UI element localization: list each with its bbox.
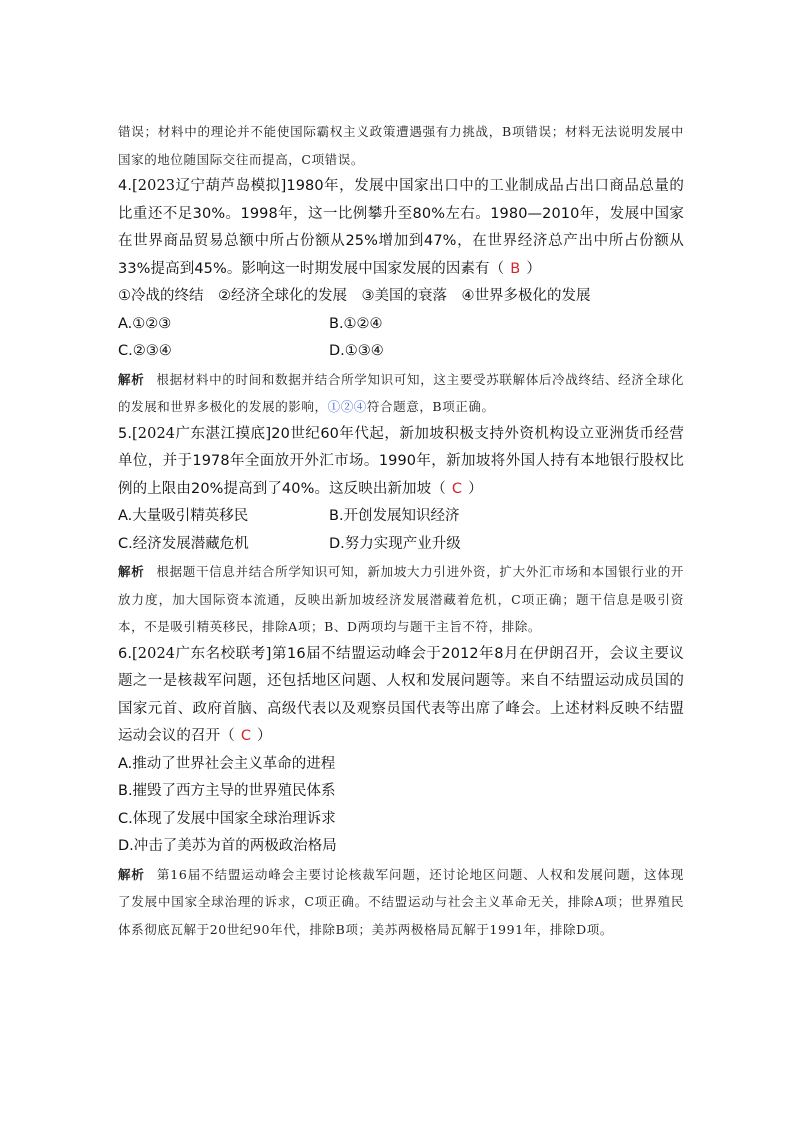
question-6-close-paren: ） [257, 728, 272, 744]
question-4-option-c: C.②③④ [118, 343, 172, 359]
page-content [118, 118, 684, 943]
question-5-number: 5. [118, 425, 133, 442]
question-5-options-row-2 [118, 531, 684, 559]
question-4-source: [2023辽宁葫芦岛模拟] [132, 178, 287, 194]
question-6-option-b: B.摧毁了西方主导的世界殖民体系 [118, 783, 336, 799]
question-6 [118, 641, 684, 944]
question-5-stem: 20世纪60年代起，新加坡积极支持外资机构设立亚洲货币经营单位，并于1978年全面放开外汇市场。1990年，新加坡将外国人持有本地银行股权比例的上限由20%提高到了40%。这反映出新加坡（ [118, 425, 684, 497]
question-5-options-row-1 [118, 503, 684, 531]
question-5-option-d: D.努力实现产业升级 [329, 535, 461, 552]
question-5-analysis [118, 558, 684, 641]
question-6-number: 6. [118, 645, 133, 662]
question-6-analysis [118, 861, 684, 944]
previous-analysis-continuation: 错误；材料中的理论并不能使国际霸权主义政策遭遇强有力挑战，B项错误；材料无法说明发展中国家的地位随国际交往而提高，C项错误。 [118, 124, 684, 167]
question-6-option-d: D.冲击了美苏为首的两极政治格局 [118, 838, 337, 854]
question-4-stem: 1980年，发展中国家出口中的工业制成品占出口商品总量的比重还不足30%。1998年，这一比例攀升至80%左右。1980—2010年，发展中国家在世界商品贸易总额中所占份额从25%增加到47%，在世界经济总产出中所占份额从33%提高到45%。影响这一时期发展中国家发展的因素有（ [118, 178, 684, 277]
question-6-stem-line [118, 641, 684, 751]
question-4-option-d: D.①③④ [329, 343, 384, 359]
question-5-option-b: B.开创发展知识经济 [329, 508, 460, 524]
question-5-stem-line [118, 421, 684, 504]
question-5 [118, 421, 684, 641]
question-4-analysis [118, 366, 684, 421]
question-4-analysis-text-2: 符合题意，B项正确。 [366, 399, 495, 414]
question-4-close-paren: ） [526, 260, 541, 277]
question-4-analysis-label: 解析 [118, 371, 145, 387]
question-4-analysis-highlight: ①②④ [327, 399, 367, 414]
question-6-analysis-text: 第16届不结盟运动峰会主要讨论核裁军问题，还讨论地区问题、人权和发展问题，这体现了发展中国家全球治理的诉求，C项正确。不结盟运动与社会主义革命无关，排除A项；世界殖民体系彻底瓦解于20世纪90年代，排除B项；美苏两极格局瓦解于1991年，排除D项。 [118, 866, 684, 937]
question-4-option-a: A.①②③ [118, 315, 172, 332]
question-5-option-c: C.经济发展潜藏危机 [118, 535, 249, 552]
question-5-analysis-label: 解析 [118, 564, 145, 579]
question-5-answer: C [451, 480, 463, 497]
question-4-options-row-2 [118, 338, 684, 366]
question-6-option-a: A.推动了世界社会主义革命的进程 [118, 755, 336, 772]
question-6-stem: 第16届不结盟运动峰会于2012年8月在伊朗召开，会议主要议题之一是核裁军问题，还包括地区问题、人权和发展问题等。来自不结盟运动成员国的国家元首、政府首脑、高级代表以及观察员国代表等出席了峰会。上述材料反映不结盟运动会议的召开（ [118, 645, 684, 744]
question-6-option-c: C.体现了发展中国家全球治理诉求 [118, 810, 336, 827]
question-5-source: [2024广东湛江摸底] [132, 425, 272, 442]
question-6-analysis-label: 解析 [118, 866, 145, 882]
question-4-answer: B [510, 260, 521, 277]
question-5-close-paren: ） [468, 480, 483, 497]
question-4-analysis-text-1: 根据材料中的时间和数据并结合所学知识可知，这主要受苏联解体后冷战终结、经济全球化的发展和世界多极化的发展的影响， [118, 371, 684, 414]
question-4-number: 4. [118, 178, 133, 194]
question-4-statements: ①冷战的终结 ②经济全球化的发展 ③美国的衰落 ④世界多极化的发展 [118, 288, 591, 304]
question-5-option-a: A.大量吸引精英移民 [118, 508, 249, 524]
question-4-stem-line [118, 173, 684, 283]
question-5-analysis-text: 根据题干信息并结合所学知识可知，新加坡大力引进外资，扩大外汇市场和本国银行业的开放力度，加大国际资本流通，反映出新加坡经济发展潜藏着危机，C项正确；题干信息是吸引资本，不是吸引精英移民，排除A项；B、D两项均与题干主旨不符，排除。 [118, 564, 684, 634]
question-4-option-b: B.①②④ [329, 315, 383, 332]
question-6-source: [2024广东名校联考] [132, 645, 272, 662]
question-4-options-row-1 [118, 311, 684, 339]
question-4 [118, 173, 684, 421]
question-6-answer: C [240, 728, 252, 744]
